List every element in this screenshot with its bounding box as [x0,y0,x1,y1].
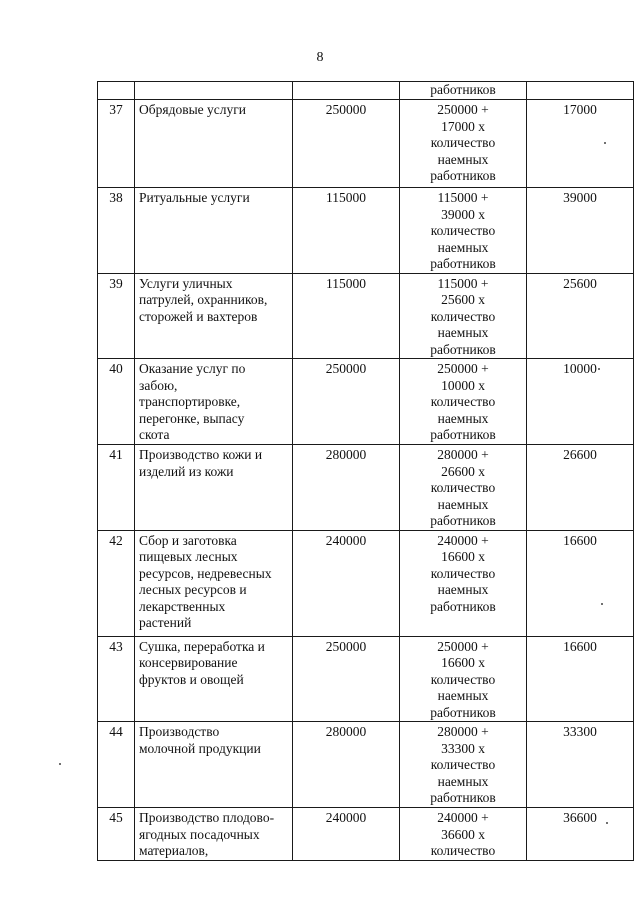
cell-coef: 17000 [527,100,634,188]
cell-coef: 10000 [527,359,634,445]
cell-formula-line: наемных [437,773,489,789]
cell-formula-line: 280000 + [437,447,489,462]
cell-name-line: Сбор и заготовка [139,532,237,548]
cell-name-line: Обрядовые услуги [139,102,246,117]
cell-name-line: Производство плодово- [139,810,275,825]
scan-speck [598,368,600,370]
cell-formula-line: наемных [437,239,489,255]
cell-name-line: консервирование [139,655,238,670]
cell-name [135,530,293,636]
cell-formula [400,188,527,274]
cell-num: 42 [98,530,135,636]
cell-name [135,100,293,188]
cell-name-line: растений [139,615,192,630]
cell-coef: 16600 [527,636,634,722]
cell-formula-line: количество [430,757,496,772]
cell-formula [400,445,527,531]
cell-formula-line: 39000 х [441,206,485,222]
cell-formula: работников [400,82,527,100]
cell-num: 45 [98,808,135,861]
cell-name-line: сторожей и вахтеров [139,308,258,324]
cell-formula-line: работников [430,790,496,805]
scan-speck [606,822,608,824]
cell-name-line: Услуги уличных [139,275,233,291]
cell-formula-line: 115000 + [437,190,489,205]
cell-formula-line: 250000 + [437,361,489,376]
cell-name-line: транспортировке, [139,394,241,409]
cell-base: 250000 [293,359,400,445]
scan-speck [601,603,603,605]
cell-name-line: пищевых лесных [139,549,238,564]
cell-formula-line: работников [430,513,496,528]
cell-coef: 16600 [527,530,634,636]
cell-formula-line: количество [430,135,496,150]
cell-base: 240000 [293,530,400,636]
cell-name [135,722,293,808]
cell-num: 38 [98,188,135,274]
table-row [98,359,634,445]
cell-name [135,445,293,531]
cell-name-line: фруктов и овощей [139,671,244,687]
cell-formula-line: 280000 + [437,724,489,739]
cell-name-line: Производство [139,724,220,739]
cell-base: 280000 [293,722,400,808]
cell-formula-line: 17000 х [441,118,485,134]
cell-name [135,359,293,445]
cell-base: 250000 [293,636,400,722]
cell-formula-line: 16600 х [441,655,485,670]
cell-formula-line: 26600 х [441,463,485,479]
cell-num: 41 [98,445,135,531]
cell-base [293,82,400,100]
cell-formula [400,273,527,359]
cell-formula-line: 25600 х [441,292,485,307]
cell-formula-line: 33300 х [441,740,485,756]
table-row [98,445,634,531]
cell-formula-line: количество [430,843,496,858]
cell-formula [400,636,527,722]
cell-formula [400,359,527,445]
cell-formula-line: 36600 х [441,826,485,842]
page-number: 8 [316,50,324,65]
cell-formula [400,722,527,808]
cell-base: 115000 [293,273,400,359]
cell-formula-line: количество [430,671,496,687]
cell-name [135,273,293,359]
cell-coef: 26600 [527,445,634,531]
cell-name-line: Производство кожи и [139,447,263,462]
tariff-table [97,81,634,861]
continuation-row [98,82,634,100]
cell-num: 39 [98,273,135,359]
cell-name-line: Сушка, переработка и [139,638,265,654]
cell-name-line: молочной продукции [139,740,261,756]
cell-coef: 25600 [527,273,634,359]
cell-coef: 36600 [527,808,634,861]
table-row [98,188,634,274]
cell-formula-line: количество [430,223,496,238]
cell-num: 43 [98,636,135,722]
cell-num: 37 [98,100,135,188]
table-row [98,530,634,636]
cell-name-line: Оказание услуг по [139,361,246,376]
cell-formula-line: работников [430,598,496,614]
cell-formula-line: 250000 + [437,102,489,117]
cell-formula-line: наемных [437,151,489,167]
cell-formula-line: количество [430,480,496,495]
cell-name-line: лекарственных [139,598,226,614]
cell-name-line: ресурсов, недревесных [139,565,272,581]
cell-formula-line: работников [430,256,496,271]
cell-num: 40 [98,359,135,445]
cell-name-line: лесных ресурсов и [139,582,247,597]
cell-formula-line: работников [430,704,496,720]
cell-name [135,82,293,100]
cell-base: 240000 [293,808,400,861]
cell-num: 44 [98,722,135,808]
table-row [98,722,634,808]
cell-formula-line: количество [430,394,496,409]
cell-formula-line: 10000 х [441,377,485,393]
table-row [98,273,634,359]
cell-formula-line: количество [430,565,496,581]
cell-name-line: скота [139,427,170,442]
cell-formula-line: наемных [437,688,489,703]
cell-coef: 39000 [527,188,634,274]
cell-formula-line: 115000 + [437,275,489,291]
cell-name-line: Ритуальные услуги [139,190,250,205]
cell-formula [400,808,527,861]
cell-formula-line: наемных [437,325,489,340]
cell-formula-line: 250000 + [437,638,489,654]
cell-formula-line: наемных [437,496,489,512]
cell-formula [400,530,527,636]
cell-formula [400,100,527,188]
cell-formula-line: 240000 + [437,532,489,548]
scan-speck [59,763,61,765]
cell-name [135,636,293,722]
cell-formula-line: 240000 + [437,810,489,825]
cell-name-line: материалов, [139,843,209,858]
cell-name-line: перегонке, выпасу [139,410,245,426]
scan-speck [604,142,606,144]
cell-formula-line: количество [430,308,496,324]
cell-coef: 33300 [527,722,634,808]
cell-formula-line: работников [430,341,496,357]
table-row [98,808,634,861]
table-row [98,636,634,722]
cell-formula-line: 16600 х [441,549,485,564]
cell-name [135,808,293,861]
cell-formula-line: работников [430,427,496,442]
cell-base: 115000 [293,188,400,274]
cell-coef [527,82,634,100]
cell-formula-line: работников [430,168,496,183]
cell-formula-line: наемных [437,582,489,597]
cell-name-line: изделий из кожи [139,463,234,479]
cell-num [98,82,135,100]
cell-base: 280000 [293,445,400,531]
cell-name-line: забою, [139,377,178,393]
cell-name [135,188,293,274]
table-row [98,100,634,188]
cell-base: 250000 [293,100,400,188]
cell-name-line: ягодных посадочных [139,826,260,842]
cell-formula-line: наемных [437,410,489,426]
cell-name-line: патрулей, охранников, [139,292,268,307]
